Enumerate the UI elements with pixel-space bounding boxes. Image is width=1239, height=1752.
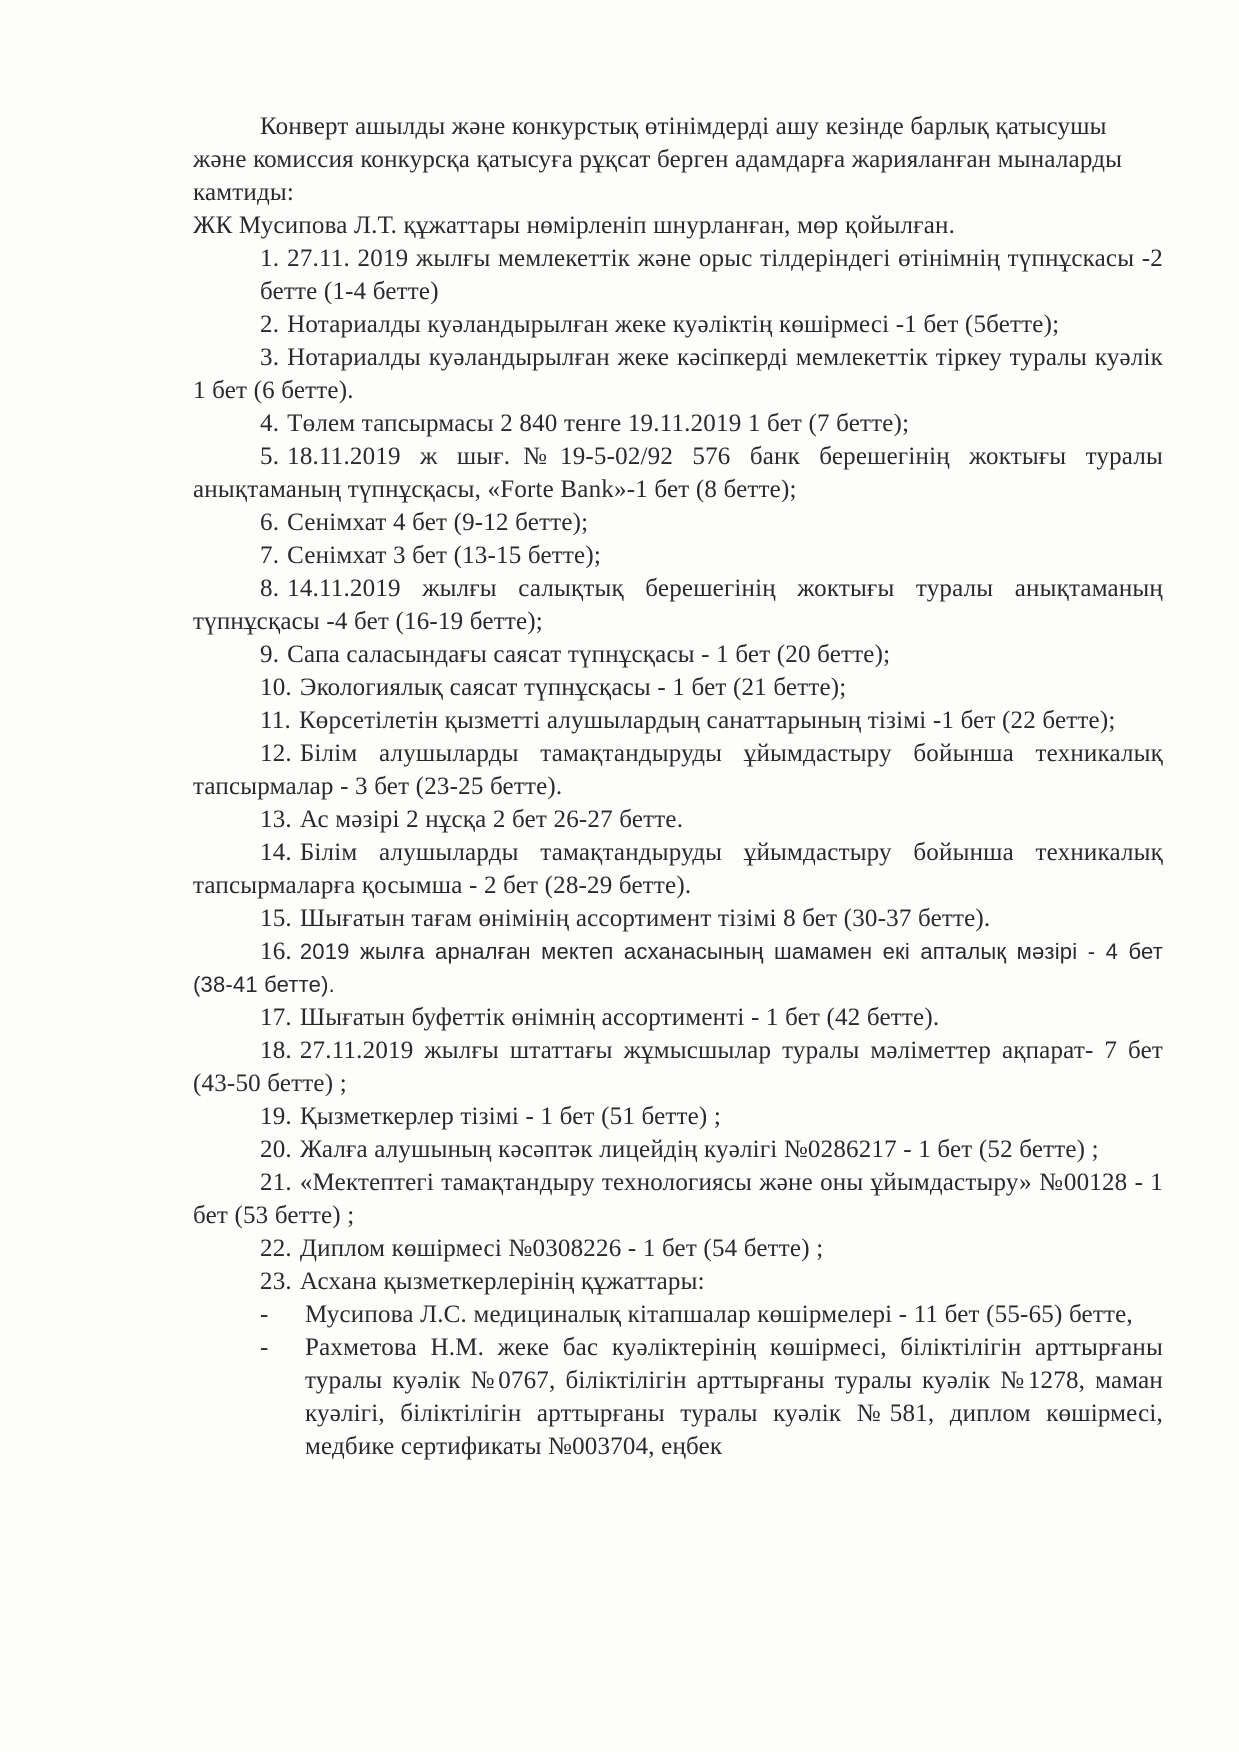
document-item xyxy=(193,440,1163,506)
item-number: 18. xyxy=(260,1037,292,1064)
item-number: 16. xyxy=(260,938,292,965)
item-text: Білім алушыларды тамақтандыруды ұйымдастыру бойынша техникалық тапсырмалар - 3 бет (23-25 бетте). xyxy=(193,740,1163,800)
item-number: 4. xyxy=(260,410,280,437)
dash-marker: - xyxy=(260,1334,269,1361)
item-text: Ас мәзірі 2 нұсқа 2 бет 26-27 бетте. xyxy=(299,806,684,833)
item-number: 22. xyxy=(260,1235,292,1262)
applicant-line: ЖК Мусипова Л.Т. құжаттары нөмірленіп шнурланған, мөр қойылған. xyxy=(193,212,956,239)
staff-document-text: Мусипова Л.С. медициналық кітапшалар көшірмелері - 11 бет (55-65) бетте, xyxy=(305,1301,1133,1328)
staff-document-list xyxy=(193,1298,1163,1463)
item-text: Асхана қызметкерлерінің құжаттары: xyxy=(299,1268,705,1295)
staff-document-item xyxy=(193,1298,1163,1331)
document-item xyxy=(193,935,1163,1001)
document-item xyxy=(193,1166,1163,1232)
item-text: Сенімхат 3 бет (13-15 бетте); xyxy=(287,542,601,569)
document-item xyxy=(193,1232,1163,1265)
item-text: 27.11.2019 жылғы штаттағы жұмысшылар туралы мәліметтер ақпарат- 7 бет (43-50 бетте) ; xyxy=(193,1037,1163,1097)
item-text: Төлем тапсырмасы 2 840 тенге 19.11.2019 1 бет (7 бетте); xyxy=(287,410,910,437)
item-number: 13. xyxy=(260,806,292,833)
document-item xyxy=(193,506,1163,539)
item-text: Шығатын тағам өнімінің ассортимент тізімі 8 бет (30-37 бетте). xyxy=(299,905,991,932)
item-text: Көрсетілетін қызметті алушылардың санаттарының тізімі -1 бет (22 бетте); xyxy=(298,707,1116,734)
item-text: Білім алушыларды тамақтандыруды ұйымдастыру бойынша техникалық тапсырмаларға қосымша - 2 бет (28-29 бетте). xyxy=(193,839,1163,899)
item-text: 18.11.2019 ж шығ.№19-5-02/92 576 банк берешегінің жоктығы туралы анықтаманың түпнұсқасы, «Forte Bank»-1 бет (8 бетте); xyxy=(193,443,1163,503)
item-text: Экологиялық саясат түпнұсқасы - 1 бет (21 бетте); xyxy=(299,674,847,701)
document-item xyxy=(193,902,1163,935)
document-item xyxy=(193,737,1163,803)
item-text: Диплом көшірмесі №0308226 - 1 бет (54 бетте) ; xyxy=(299,1235,824,1262)
item-text: «Мектептегі тамақтандыру технологиясы және оны ұйымдастыру» №00128 - 1 бет (53 бетте) ; xyxy=(193,1169,1163,1229)
item-number: 7. xyxy=(260,542,280,569)
document-item xyxy=(193,539,1163,572)
document-item xyxy=(193,308,1163,341)
item-number: 14. xyxy=(260,839,292,866)
item-number: 8. xyxy=(260,575,280,602)
document-item xyxy=(193,1034,1163,1100)
item-text: Сапа саласындағы саясат түпнұсқасы - 1 бет (20 бетте); xyxy=(287,641,891,668)
item-number: 15. xyxy=(260,905,292,932)
item-text: Нотариалды куәландырылған жеке куәліктің көшірмесі -1 бет (5бетте); xyxy=(287,311,1060,338)
item-text: 2019 жылға арналған мектеп асханасының шамамен екі апталық мәзірі - 4 бет (38-41 бетте). xyxy=(193,939,1163,997)
intro-paragraph: Конверт ашылды және конкурстық өтінімдерді ашу кезінде барлық қатысушы және комиссия конкурсқа қатысуға рұқсат берген адамдарға жарияланған мыналарды камтиды: xyxy=(193,113,1123,206)
document-item xyxy=(193,836,1163,902)
document-item-list xyxy=(193,242,1163,1298)
document-item xyxy=(193,803,1163,836)
item-number: 3. xyxy=(260,344,280,371)
item-number: 2. xyxy=(260,311,280,338)
document-item xyxy=(193,572,1163,638)
document-body xyxy=(193,110,1163,1463)
item-text: 27.11. 2019 жылғы мемлекеттік және орыс тілдеріндегі өтінімнің түпнұскасы -2 бетте (1-4 бетте) xyxy=(260,245,1163,305)
item-number: 11. xyxy=(260,707,291,734)
dash-marker: - xyxy=(260,1301,269,1328)
item-number: 17. xyxy=(260,1004,292,1031)
staff-document-item xyxy=(193,1331,1163,1463)
staff-document-text: Рахметова Н.М. жеке бас куәліктерінің көшірмесі, біліктілігін арттырғаны туралы куәлік №0767, біліктілігін арттырғаны туралы куәлік №1278, маман куәлігі, біліктілігін арттырғаны туралы куәлік №581, диплом көшірмесі, медбике сертификаты №003704, еңбек xyxy=(305,1334,1163,1460)
document-item xyxy=(193,1001,1163,1034)
item-number: 5. xyxy=(260,443,280,470)
document-item xyxy=(193,1265,1163,1298)
document-item xyxy=(193,671,1163,704)
item-number: 23. xyxy=(260,1268,292,1295)
document-item xyxy=(193,704,1163,737)
item-text: 14.11.2019 жылғы салықтық берешегінің жоктығы туралы анықтаманың түпнұсқасы -4 бет (16-19 бетте); xyxy=(193,575,1163,635)
document-item xyxy=(193,638,1163,671)
item-number: 12. xyxy=(260,740,292,767)
item-number: 6. xyxy=(260,509,280,536)
item-number: 19. xyxy=(260,1103,292,1130)
item-text: Қызметкерлер тізімі - 1 бет (51 бетте) ; xyxy=(299,1103,722,1130)
item-text: Нотариалды куәландырылған жеке кәсіпкерді мемлекеттік тіркеу туралы куәлік 1 бет (6 бетте). xyxy=(193,344,1163,404)
item-number: 1. xyxy=(260,245,280,272)
document-item xyxy=(193,341,1163,407)
item-number: 10. xyxy=(260,674,292,701)
item-number: 21. xyxy=(260,1169,292,1196)
item-text: Жалға алушының кәсәптәк лицейдің куәлігі №0286217 - 1 бет (52 бетте) ; xyxy=(299,1136,1099,1163)
document-item xyxy=(193,242,1163,308)
document-item xyxy=(193,1100,1163,1133)
item-number: 20. xyxy=(260,1136,292,1163)
item-text: Шығатын буфеттік өнімнің ассортименті - 1 бет (42 бетте). xyxy=(299,1004,940,1031)
item-number: 9. xyxy=(260,641,280,668)
document-item xyxy=(193,407,1163,440)
document-item xyxy=(193,1133,1163,1166)
item-text: Сенімхат 4 бет (9-12 бетте); xyxy=(287,509,589,536)
